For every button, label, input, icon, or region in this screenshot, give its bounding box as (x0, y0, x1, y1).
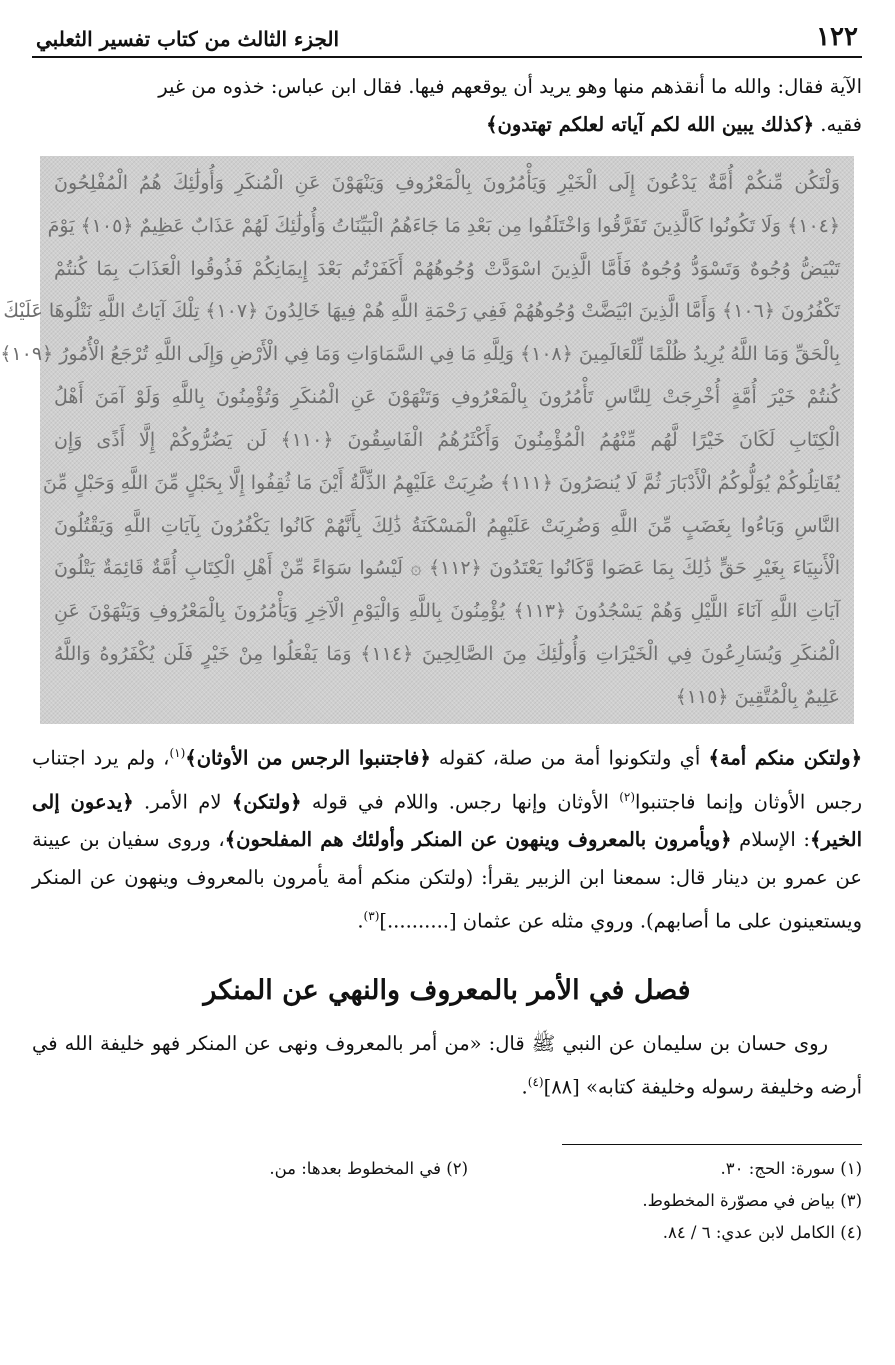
footnote-ref: (٣) (363, 909, 380, 923)
intro-line-1: الآية فقال: والله ما أنقذهم منها وهو يريد أن يوقعهم فيها. فقال ابن عباس: خذوه من غير (158, 75, 862, 98)
footnote-divider (562, 1144, 862, 1145)
section-text: روى حسان بن سليمان عن النبي ﷺ قال: «من أمر بالمعروف ونهى عن المنكر فهو خليفة الله في أرضه وخليفة رسوله وخليفة كتابه» [٨٨] (32, 1031, 862, 1098)
footnote-ref: (٢) (619, 789, 636, 804)
section-heading: فصل في الأمر بالمعروف والنهي عن المنكر (203, 974, 691, 1006)
footnote-number: (٢) (446, 1159, 468, 1178)
intro-paragraph (32, 68, 862, 144)
commentary-paragraph (32, 734, 862, 941)
quran-line: الْكِتَابِ لَكَانَ خَيْرًا لَّهُم مِّنْهُمُ الْمُؤْمِنُونَ وَأَكْثَرُهُمُ الْفَاسِقُونَ ﴿١١٠﴾ لَن يَضُرُّوكُمْ إِلَّا أَذًى وَإِن (54, 428, 840, 451)
footnote-text: بياض في مصوّرة المخطوط. (642, 1191, 835, 1210)
footnote-text: في المخطوط بعدها: من. (269, 1159, 441, 1178)
commentary-quote: ﴿ولتكن منكم أمة﴾ (708, 746, 862, 770)
footnote-text: سورة: الحج: ٣٠. (720, 1159, 835, 1178)
footnote-ref: (٤) (527, 1074, 544, 1089)
footnote-text: الكامل لابن عدي: ٦ / ٨٤. (662, 1223, 835, 1242)
quran-line: ﴿١٠٤﴾ وَلَا تَكُونُوا كَالَّذِينَ تَفَرَّقُوا وَاخْتَلَفُوا مِن بَعْدِ مَا جَاءَهُمُ الْبَيِّنَاتُ وَأُولَٰئِكَ لَهُمْ عَذَابٌ عَظِيمٌ ﴿١٠٥﴾ يَوْمَ (47, 214, 840, 237)
footnote-number: (٤) (840, 1223, 862, 1242)
quran-line: آيَاتِ اللَّهِ آنَاءَ اللَّيْلِ وَهُمْ يَسْجُدُونَ ﴿١١٣﴾ يُؤْمِنُونَ بِاللَّهِ وَالْيَوْمِ الْآخِرِ وَيَأْمُرُونَ بِالْمَعْرُوفِ وَيَنْهَوْنَ عَنِ (54, 600, 840, 623)
quran-line: كُنتُمْ خَيْرَ أُمَّةٍ أُخْرِجَتْ لِلنَّاسِ تَأْمُرُونَ بِالْمَعْرُوفِ وَتَنْهَوْنَ عَنِ الْمُنكَرِ وَتُؤْمِنُونَ بِاللَّهِ وَلَوْ آمَنَ أَهْلُ (54, 386, 840, 409)
quran-line: الْأَنبِيَاءَ بِغَيْرِ حَقٍّ ذَٰلِكَ بِمَا عَصَوا وَّكَانُوا يَعْتَدُونَ ﴿١١٢﴾ ۞ لَيْسُوا سَوَاءً مِّنْ أَهْلِ الْكِتَابِ أُمَّةٌ قَائِمَةٌ يَتْلُونَ (54, 557, 840, 580)
commentary-text: ، ولم يرد اجتناب رجس الأوثان وإنما فاجتنبوا (32, 746, 862, 813)
section-paragraph (32, 1025, 862, 1107)
intro-line-2-text: فقيه. (814, 113, 862, 136)
intro-verse-quote: ﴿كذلك يبين الله لكم آياته لعلكم تهتدون﴾ (486, 113, 815, 136)
page-header (32, 18, 862, 58)
commentary-text: الأوثان وإنها رجس. واللام في قوله (301, 790, 620, 813)
footnotes (32, 1153, 862, 1249)
commentary-quote: ﴿ويأمرون بالمعروف وينهون عن المنكر وأولئك هم المفلحون﴾ (224, 828, 732, 851)
book-title: الجزء الثالث من كتاب تفسير الثعلبي (36, 27, 339, 51)
quran-line: تَكْفُرُونَ ﴿١٠٦﴾ وَأَمَّا الَّذِينَ ابْيَضَّتْ وُجُوهُهُمْ فَفِي رَحْمَةِ اللَّهِ هُمْ فِيهَا خَالِدُونَ ﴿١٠٧﴾ تِلْكَ آيَاتُ اللَّهِ نَتْلُوهَا عَلَيْكَ (3, 300, 840, 323)
commentary-text: لام الأمر. (133, 790, 232, 813)
commentary-quote: ﴿ولتكن﴾ (231, 790, 302, 813)
quran-line: الْمُنكَرِ وَيُسَارِعُونَ فِي الْخَيْرَاتِ وَأُولَٰئِكَ مِنَ الصَّالِحِينَ ﴿١١٤﴾ وَمَا يَفْعَلُوا مِنْ خَيْرٍ فَلَن يُكْفَرُوهُ وَاللَّهُ (54, 643, 840, 666)
footnote-number: (١) (840, 1159, 862, 1178)
footnote-item (138, 1153, 468, 1185)
footnote-item (532, 1185, 862, 1217)
quran-line: بِالْحَقِّ وَمَا اللَّهُ يُرِيدُ ظُلْمًا لِّلْعَالَمِينَ ﴿١٠٨﴾ وَلِلَّهِ مَا فِي السَّمَاوَاتِ وَمَا فِي الْأَرْضِ وَإِلَى اللَّهِ تُرْجَعُ الْأُمُورُ ﴿١٠٩﴾ (0, 343, 840, 366)
footnote-row (32, 1185, 862, 1217)
quran-verses-box (0, 156, 854, 724)
quran-line: وَلْتَكُن مِّنكُمْ أُمَّةٌ يَدْعُونَ إِلَى الْخَيْرِ وَيَأْمُرُونَ بِالْمَعْرُوفِ وَيَنْهَوْنَ عَنِ الْمُنكَرِ وَأُولَٰئِكَ هُمُ الْمُفْلِحُونَ (54, 172, 840, 194)
document-page (0, 18, 862, 1338)
footnote-row (32, 1217, 862, 1249)
quran-line: النَّاسِ وَبَاءُوا بِغَضَبٍ مِّنَ اللَّهِ وَضُرِبَتْ عَلَيْهِمُ الْمَسْكَنَةُ ذَٰلِكَ بِأَنَّهُمْ كَانُوا يَكْفُرُونَ بِآيَاتِ اللَّهِ وَيَقْتُلُونَ (54, 514, 840, 537)
footnote-item (532, 1153, 862, 1185)
commentary-text: : الإسلام (731, 828, 810, 851)
page-number: ١٢٢ (816, 22, 858, 52)
commentary-text: . (357, 909, 364, 933)
footnote-row (32, 1153, 862, 1185)
quran-line: عَلِيمٌ بِالْمُتَّقِينَ ﴿١١٥﴾ (675, 685, 840, 708)
footnote-number: (٣) (840, 1191, 862, 1210)
commentary-text: أي ولتكونوا أمة من صلة، كقوله (430, 746, 709, 770)
section-end: . (521, 1075, 528, 1098)
footnote-ref: (١) (169, 746, 186, 760)
footnote-item (532, 1217, 862, 1249)
quran-line: تَبْيَضُّ وُجُوهٌ وَتَسْوَدُّ وُجُوهٌ فَأَمَّا الَّذِينَ اسْوَدَّتْ وُجُوهُهُمْ أَكَفَرْتُم بَعْدَ إِيمَانِكُمْ فَذُوقُوا الْعَذَابَ بِمَا كُنتُمْ (54, 257, 840, 280)
commentary-text: ، وروى سفيان بن عيينة عن عمرو بن دينار قال: سمعنا ابن الزبير يقرأ: (ولتكن منكم أمة يأمرون بالمعروف وينهون عن المنكر ويستعينون على ما أصابهم). وروي مثله عن عثمان [..........] (32, 828, 862, 933)
commentary-quote: ﴿يدعون إلى الخير﴾ (32, 790, 862, 851)
quran-line: يُقَاتِلُوكُمْ يُوَلُّوكُمُ الْأَدْبَارَ ثُمَّ لَا يُنصَرُونَ ﴿١١١﴾ ضُرِبَتْ عَلَيْهِمُ الذِّلَّةُ أَيْنَ مَا ثُقِفُوا إِلَّا بِحَبْلٍ مِّنَ اللَّهِ وَحَبْلٍ مِّنَ (42, 471, 840, 494)
commentary-quote: ﴿فاجتنبوا الرجس من الأوثان﴾ (185, 746, 431, 770)
